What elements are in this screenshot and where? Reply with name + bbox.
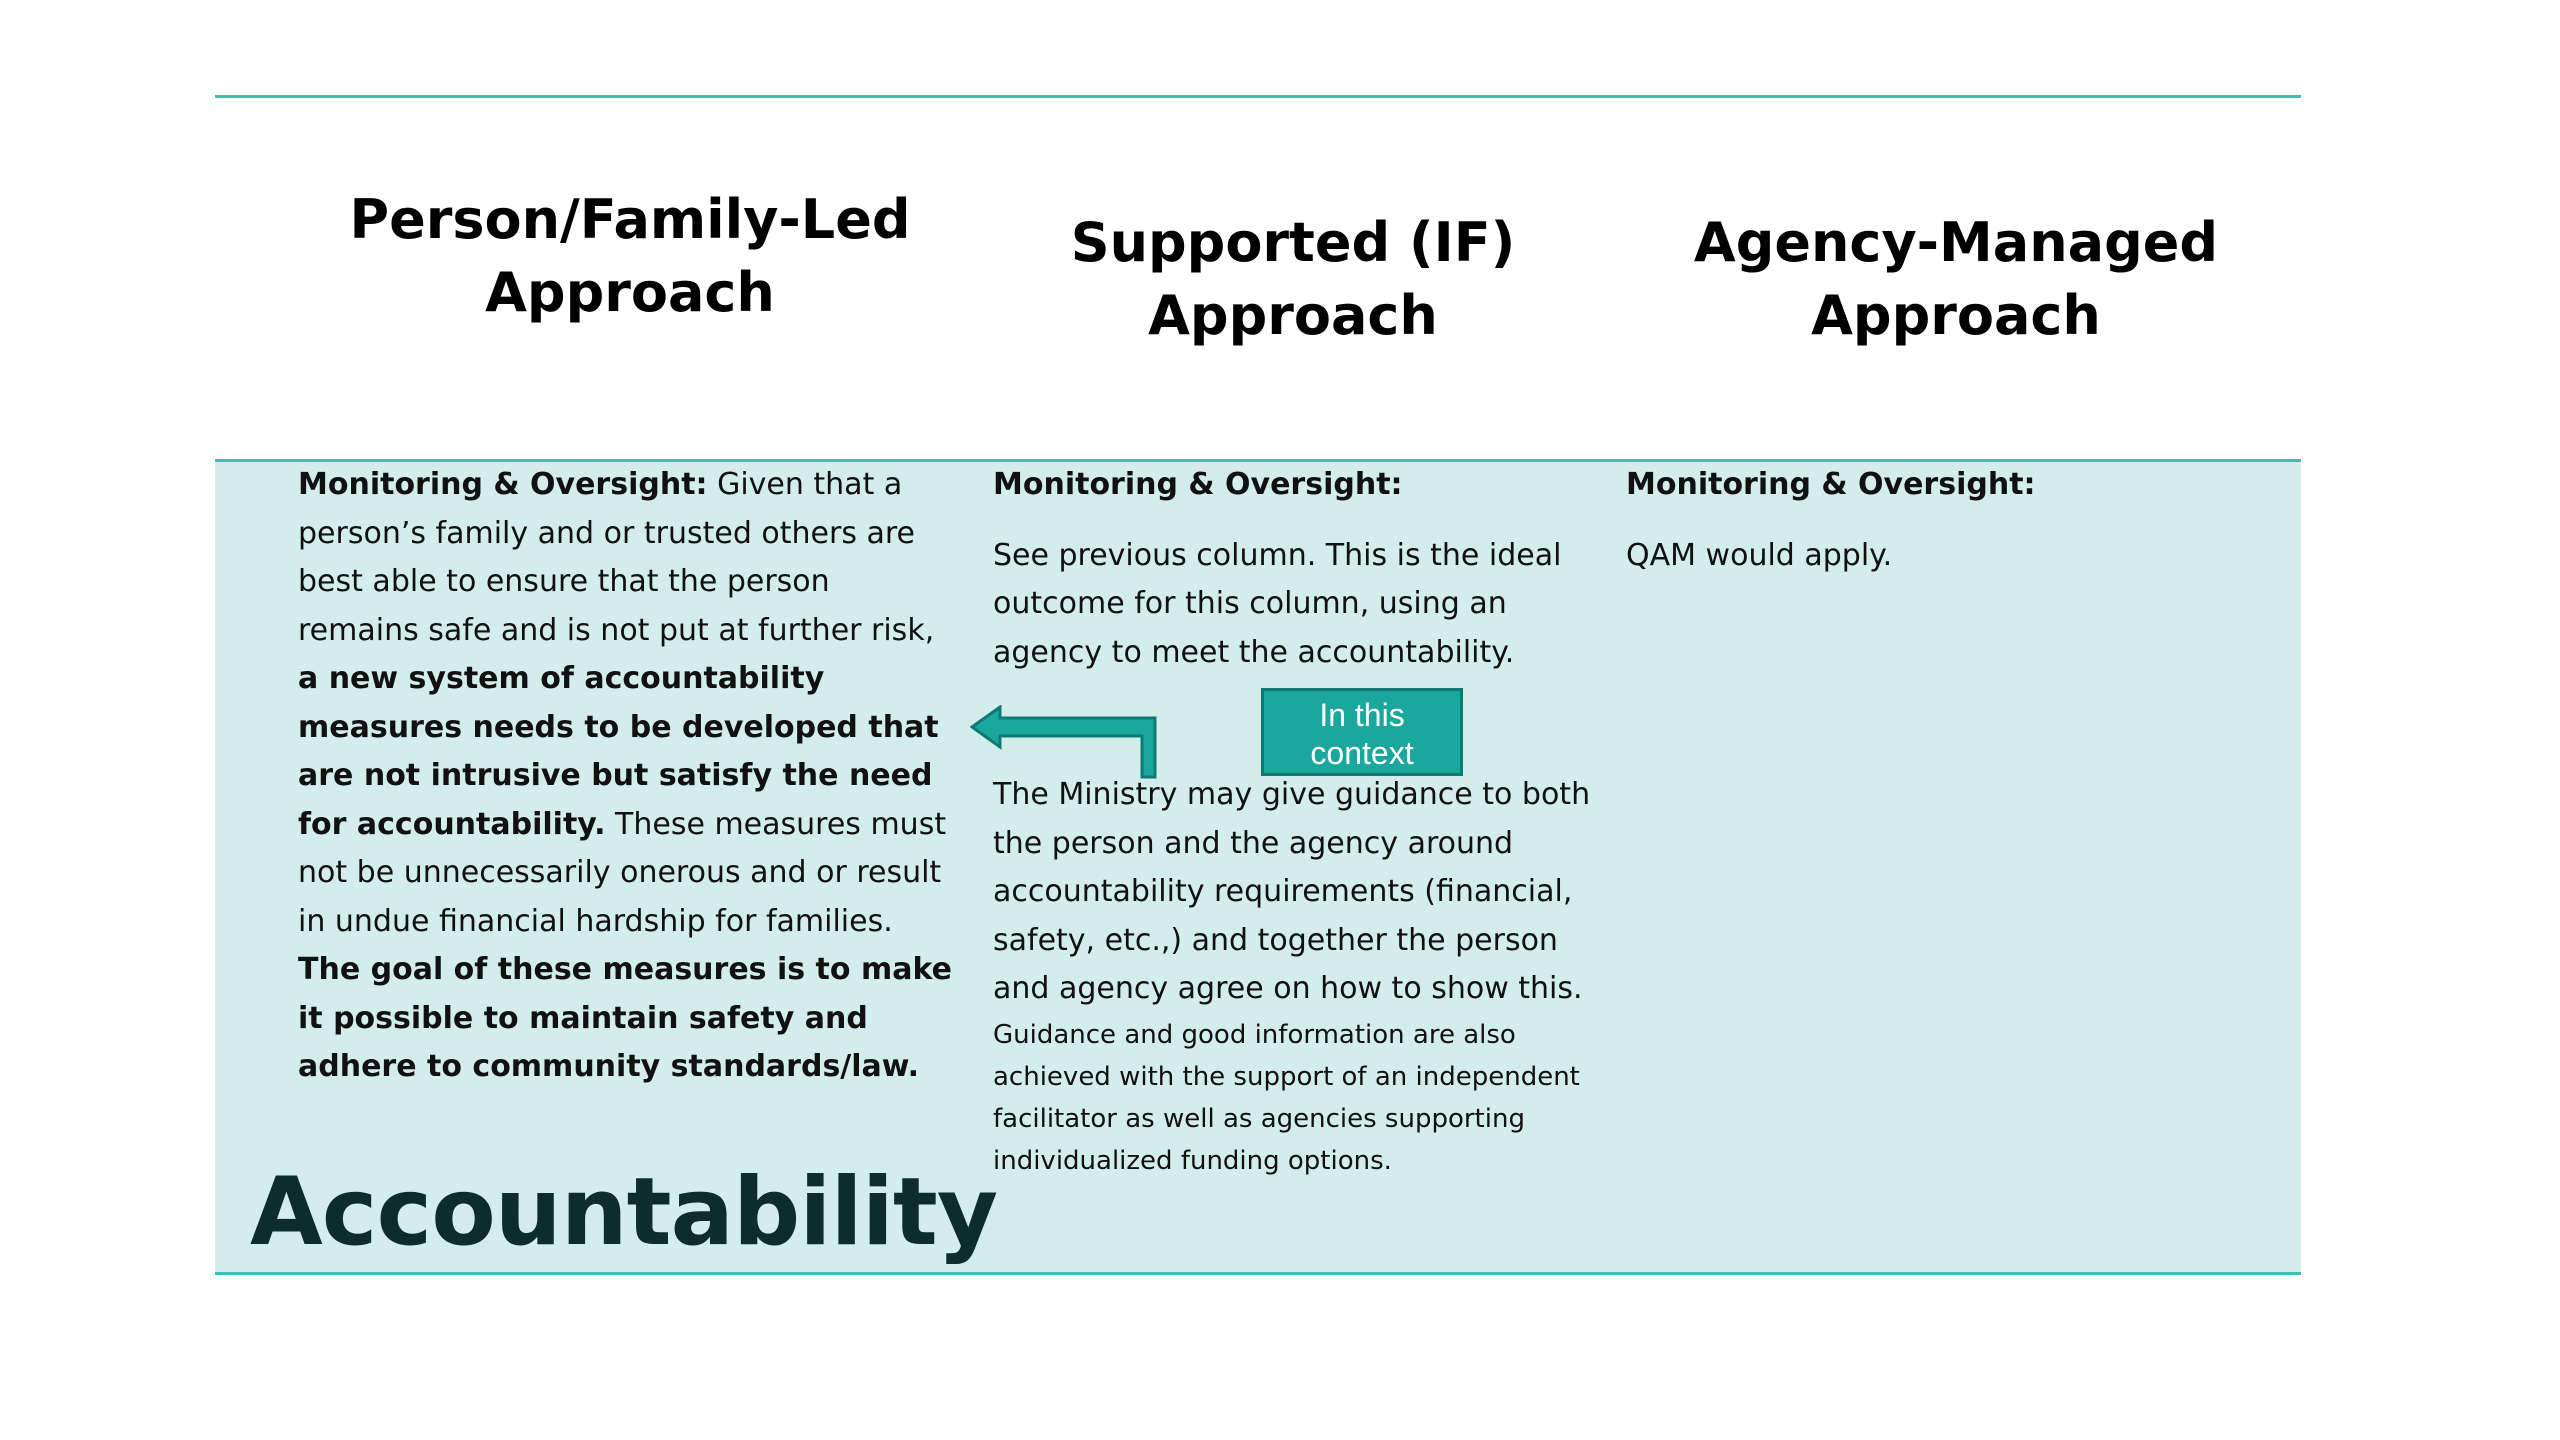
- section-title: Accountability: [250, 1158, 998, 1267]
- cell-text: See previous column. This is the ideal outcome for this column, using an agency to meet the accountability.: [993, 537, 1562, 670]
- monitoring-label: Monitoring & Oversight:: [298, 467, 708, 502]
- column-heading-agency-managed: [1656, 206, 2256, 352]
- supported-if-ministry-text: The Ministry may give guidance to both the person and the agency around accountability requirements (financial, safety, etc.,) and together the person and agency agree on how to show this.: [993, 777, 1591, 1006]
- left-arrow-icon: [970, 705, 1170, 785]
- callout-line: In this: [1319, 697, 1405, 733]
- callout-line: context: [1310, 735, 1414, 771]
- column-heading-person-family-led: [330, 183, 930, 329]
- cell-text: Given that a person’s family and or trusted others are best able to ensure that the person remains safe and is not put at further risk,: [298, 467, 935, 648]
- top-divider: [215, 95, 2301, 98]
- monitoring-label: Monitoring & Oversight:: [993, 467, 1403, 502]
- column-heading-supported-if: [993, 206, 1593, 352]
- heading-line: Agency-Managed: [1693, 211, 2219, 274]
- monitoring-label: Monitoring & Oversight:: [1626, 467, 2036, 502]
- cell-text: QAM would apply.: [1626, 537, 1893, 573]
- supported-if-guidance-text: Guidance and good information are also achieved with the support of an independent facilitator as well as agencies supporting individualized funding options.: [993, 1020, 1580, 1176]
- cell-bold-text: The goal of these measures is to make it possible to maintain safety and adhere to community standards/law.: [298, 952, 952, 1084]
- supported-if-cell: [993, 461, 1613, 677]
- heading-line: Person/Family-Led: [349, 188, 911, 251]
- heading-line: Approach: [485, 261, 775, 324]
- cell-bold-text: a new system of accountability measures needs to be developed that are not intrusive but satisfy the need for accountability.: [298, 661, 939, 842]
- heading-line: Supported (IF): [1070, 211, 1516, 274]
- heading-line: Approach: [1811, 284, 2101, 347]
- heading-line: Approach: [1148, 284, 1438, 347]
- cell-text: These measures must not be unnecessarily onerous and or result in undue financial hardship for families.: [298, 806, 947, 939]
- in-this-context-callout: [1261, 688, 1463, 776]
- agency-managed-cell: [1626, 461, 2246, 580]
- person-family-led-cell: [298, 461, 958, 1092]
